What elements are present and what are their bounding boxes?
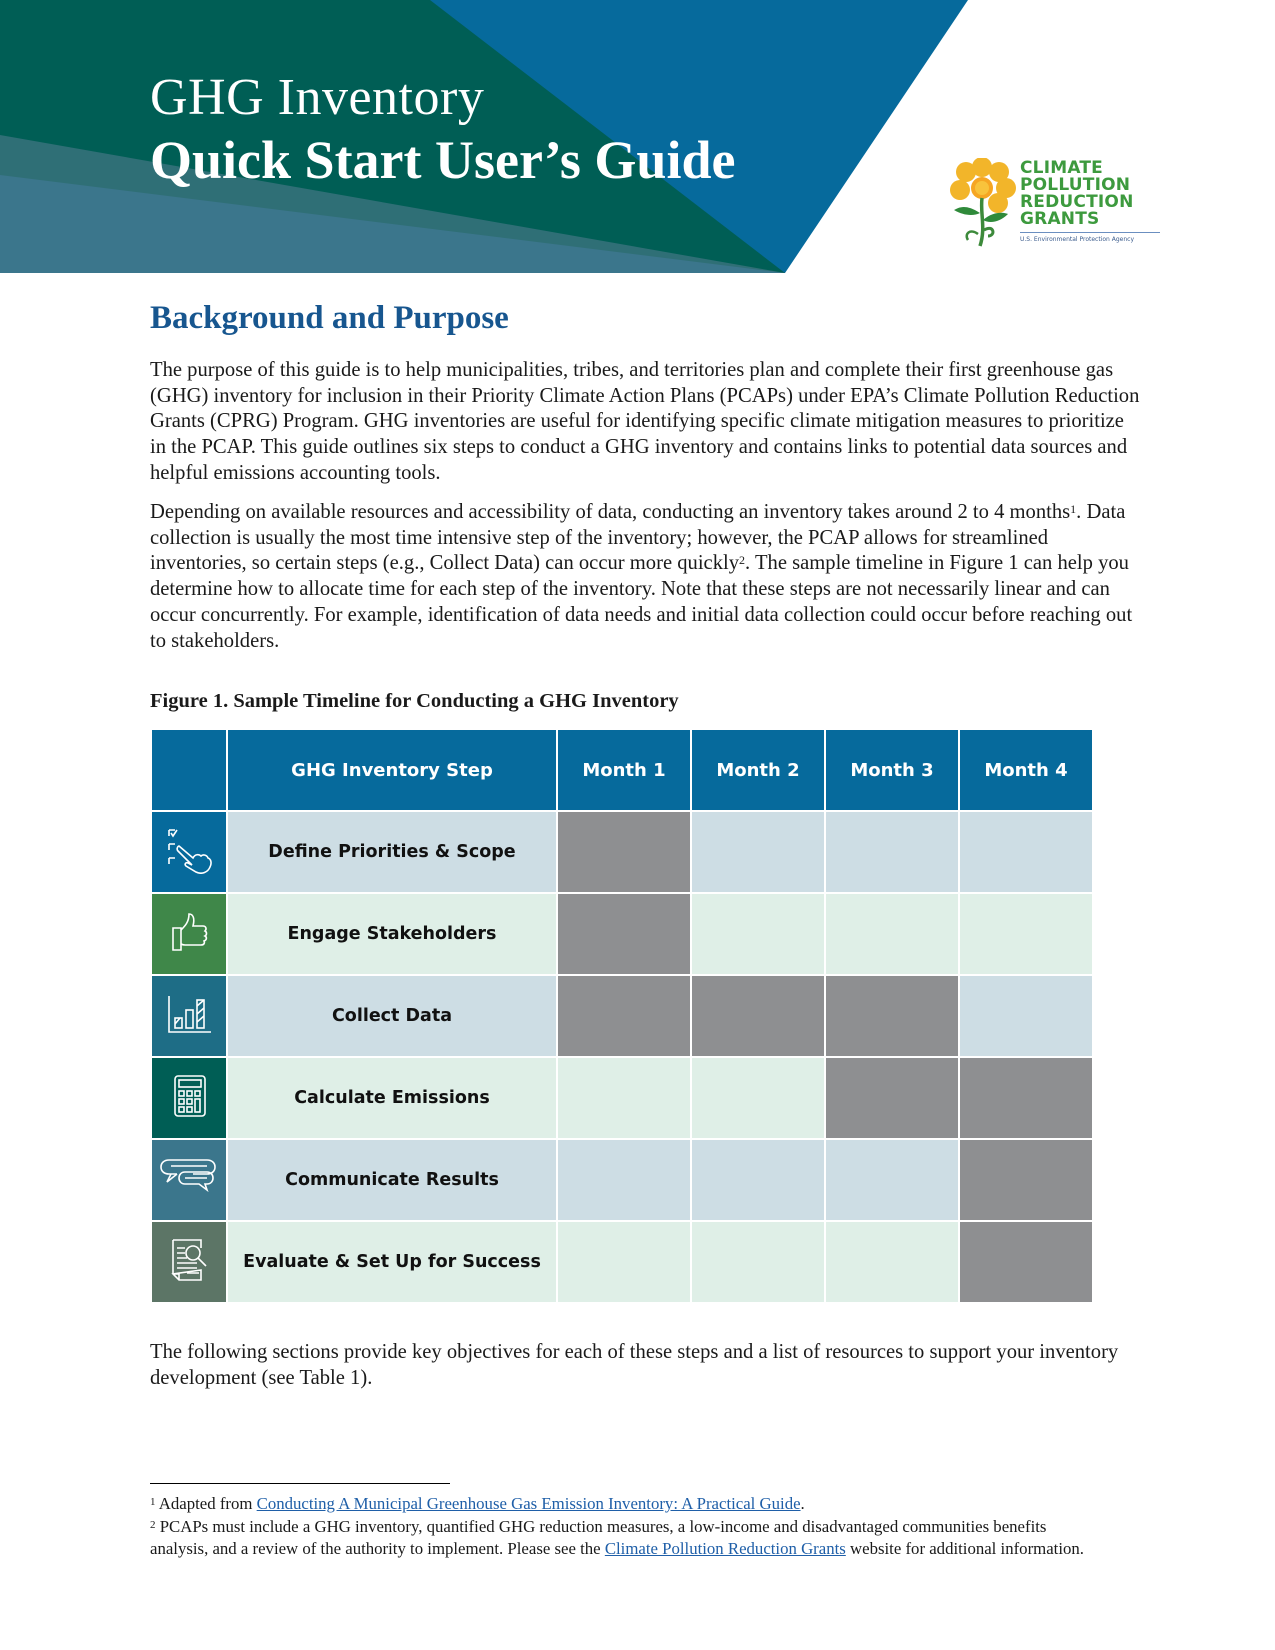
- step-icon-cell: [151, 1221, 227, 1303]
- month-cell-active: [825, 1057, 959, 1139]
- month-cell: [691, 893, 825, 975]
- section-heading: Background and Purpose: [150, 300, 509, 336]
- footnote-text: Adapted from: [155, 1494, 257, 1513]
- cprg-website-link[interactable]: Climate Pollution Reduction Grants: [604, 1539, 846, 1558]
- header-month-2: Month 2: [691, 729, 825, 811]
- month-cell-active: [959, 1057, 1093, 1139]
- table-row: [151, 893, 1093, 975]
- month-cell-active: [557, 893, 691, 975]
- month-cell-active: [691, 975, 825, 1057]
- hand-pointer-checklist-icon: [165, 826, 213, 874]
- step-icon-cell: [151, 1057, 227, 1139]
- timeline-header-row: [151, 729, 1093, 811]
- footnote-number: 1: [150, 1496, 156, 1508]
- paragraph-purpose: The purpose of this guide is to help municipalities, tribes, and territories plan and complete their first greenhouse gas (GHG) inventory for inclusion in their Priority Climate Action Plans (PCAPs) under EPA’s Climate Pollution Reduction Grants (CPRG) Program. GHG inventories are useful for identifying specific climate mitigation measures to prioritize in the PCAP. This guide outlines six steps to conduct a GHG inventory and contains links to potential data sources and helpful emissions accounting tools.: [150, 359, 1140, 484]
- step-label: Evaluate & Set Up for Success: [227, 1221, 557, 1303]
- month-cell: [959, 811, 1093, 893]
- timeline-table: [150, 728, 1094, 1304]
- month-cell: [825, 811, 959, 893]
- step-icon-cell: [151, 975, 227, 1057]
- month-cell: [557, 1221, 691, 1303]
- month-cell: [557, 1139, 691, 1221]
- logo-line-pollution: POLLUTION: [1020, 175, 1131, 195]
- footnote-ref-1[interactable]: 1: [1070, 502, 1077, 516]
- header-icon-cell: [151, 729, 227, 811]
- month-cell: [691, 811, 825, 893]
- table-row: [151, 1221, 1093, 1303]
- logo-agency: U.S. Environmental Protection Agency: [1020, 236, 1135, 243]
- thumbs-up-icon: [165, 908, 213, 956]
- month-cell: [691, 1139, 825, 1221]
- step-label: Engage Stakeholders: [227, 893, 557, 975]
- header-month-3: Month 3: [825, 729, 959, 811]
- month-cell: [959, 975, 1093, 1057]
- logo-wordmark: [1020, 160, 1134, 228]
- bar-chart-icon: [165, 990, 213, 1038]
- title-line-2: Quick Start User’s Guide: [150, 130, 736, 190]
- month-cell: [825, 1139, 959, 1221]
- step-icon-cell: [151, 893, 227, 975]
- speech-bubbles-icon: [159, 1156, 219, 1200]
- paragraph-text: . The sample timeline in Figure 1 can help you determine how to allocate time for each step of the inventory. Note that these steps are not necessarily linear and can occur concurrently. For example, identification of data needs and initial data collection could occur before reaching out to stakeholders.: [150, 552, 1133, 652]
- month-cell: [691, 1221, 825, 1303]
- table-row: [151, 1139, 1093, 1221]
- document-magnifier-icon: [165, 1236, 213, 1284]
- footnote-ref-2[interactable]: 2: [739, 553, 746, 568]
- step-label: Communicate Results: [227, 1139, 557, 1221]
- header-month-4: Month 4: [959, 729, 1093, 811]
- logo-divider: [1020, 232, 1160, 233]
- footnote-divider: [150, 1483, 450, 1484]
- month-cell: [959, 893, 1093, 975]
- footnote-number: 2: [150, 1519, 156, 1531]
- calculator-icon: [165, 1072, 213, 1120]
- month-cell: [825, 893, 959, 975]
- month-cell-active: [557, 811, 691, 893]
- step-label: Calculate Emissions: [227, 1057, 557, 1139]
- step-label: Define Priorities & Scope: [227, 811, 557, 893]
- flower-logo-icon: [950, 158, 1018, 250]
- logo-line-reduction: REDUCTION: [1020, 192, 1134, 212]
- month-cell: [825, 1221, 959, 1303]
- step-icon-cell: [151, 1139, 227, 1221]
- footnote-2: [150, 1516, 1100, 1560]
- month-cell-active: [959, 1139, 1093, 1221]
- table-row: [151, 975, 1093, 1057]
- table-row: [151, 1057, 1093, 1139]
- step-icon-cell: [151, 811, 227, 893]
- month-cell-active: [557, 975, 691, 1057]
- municipal-guide-link[interactable]: Conducting A Municipal Greenhouse Gas Emission Inventory: A Practical Guide: [256, 1494, 801, 1513]
- header-step: GHG Inventory Step: [227, 729, 557, 811]
- footnote-text: .: [800, 1494, 805, 1513]
- title-line-1: GHG Inventory: [150, 69, 485, 126]
- cprg-logo: [950, 158, 1170, 250]
- logo-line-grants: GRANTS: [1020, 209, 1100, 229]
- closing-paragraph: The following sections provide key objectives for each of these steps and a list of resources to support your inventory development (see Table 1).: [150, 1341, 1119, 1389]
- step-label: Collect Data: [227, 975, 557, 1057]
- footnote-text: website for additional information.: [845, 1539, 1084, 1558]
- footnote-text: PCAPs must include a GHG inventory, quantified GHG reduction measures, a low-income and disadvantaged communities benefits analysis, and a review of the authority to implement. Please see the: [150, 1517, 1047, 1558]
- month-cell: [557, 1057, 691, 1139]
- paragraph-text: . Data collection is usually the most time intensive step of the inventory; however, the PCAP allows for streamlined inventories, so certain steps (e.g., Collect Data) can occur more quickly: [150, 501, 1126, 575]
- paragraph-timeline: [150, 500, 1140, 654]
- table-row: [151, 811, 1093, 893]
- month-cell: [691, 1057, 825, 1139]
- month-cell-active: [959, 1221, 1093, 1303]
- figure-caption: Figure 1. Sample Timeline for Conducting a GHG Inventory: [150, 690, 679, 712]
- logo-line-climate: CLIMATE: [1020, 158, 1103, 178]
- header-month-1: Month 1: [557, 729, 691, 811]
- paragraph-text: Depending on available resources and accessibility of data, conducting an inventory takes around 2 to 4 months: [150, 501, 1071, 523]
- footnote-1: [150, 1493, 1100, 1515]
- month-cell-active: [825, 975, 959, 1057]
